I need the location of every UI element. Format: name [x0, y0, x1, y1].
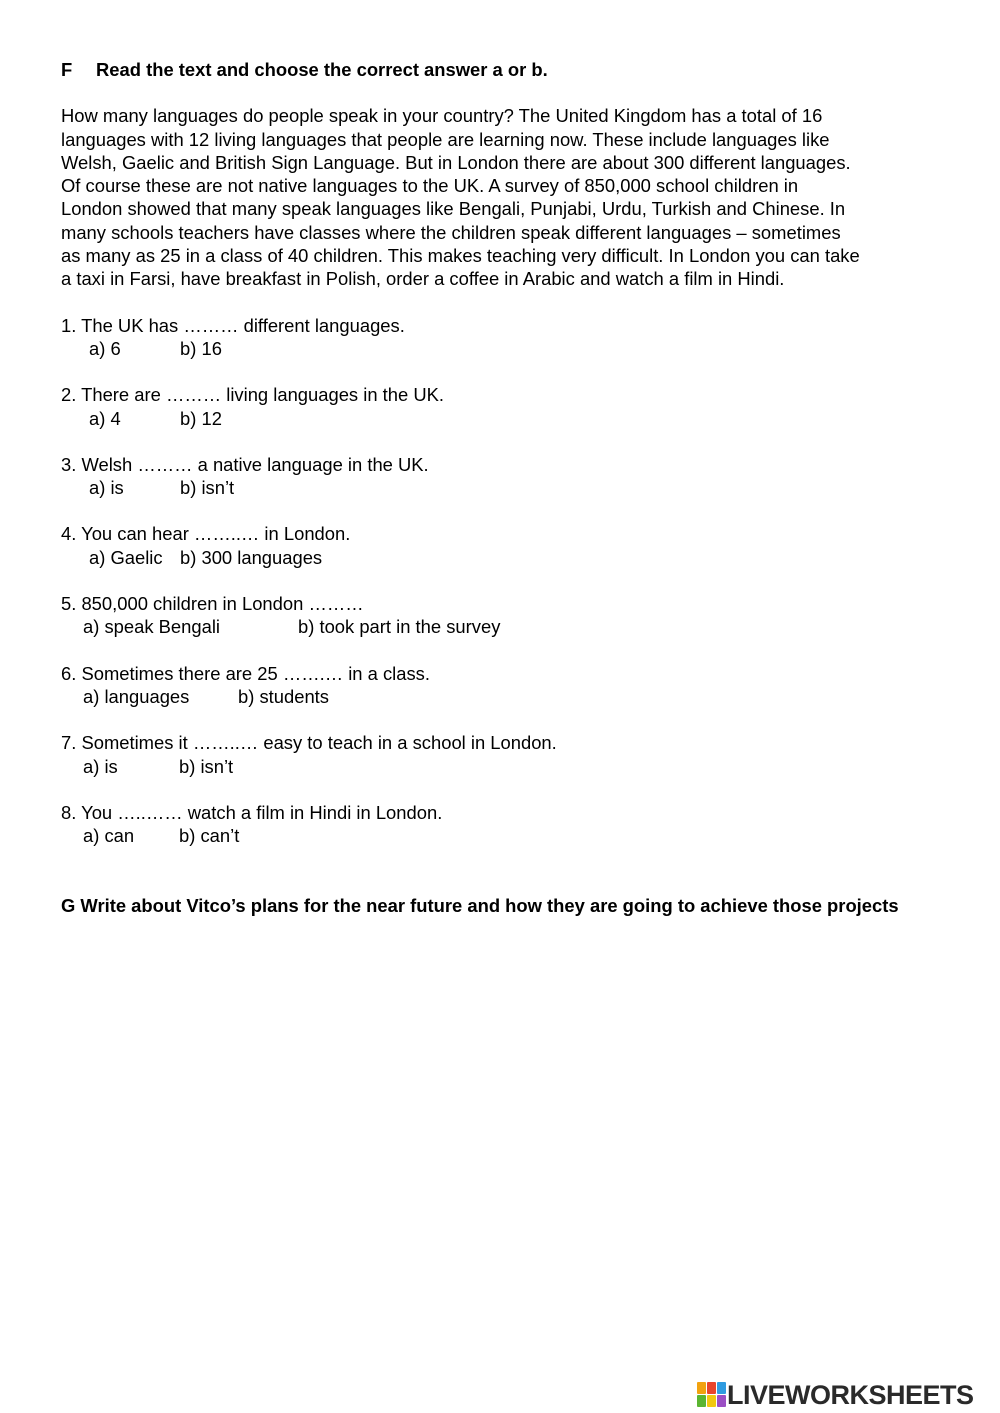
liveworksheets-logo: [697, 1380, 974, 1410]
passage-line: as many as 25 in a class of 40 children. This makes teaching very difficult. In London you can take: [61, 245, 860, 267]
option-a[interactable]: a) Gaelic: [89, 546, 163, 568]
passage-line: How many languages do people speak in your country? The United Kingdom has a total of 16: [61, 105, 823, 127]
option-a[interactable]: a) is: [89, 477, 124, 499]
reading-passage: [61, 104, 941, 290]
question-options: [61, 824, 941, 847]
liveworksheets-logo-icon: [697, 1382, 725, 1408]
logo-block: [697, 1382, 706, 1394]
question-options: [61, 407, 941, 430]
logo-block: [717, 1382, 726, 1394]
option-b[interactable]: b) can’t: [179, 825, 240, 847]
question-stem: 6. Sometimes there are 25 …….… in a class.: [61, 662, 430, 684]
question-2: [61, 383, 941, 430]
question-stem: 5. 850,000 children in London ………: [61, 593, 364, 615]
option-b[interactable]: b) isn’t: [179, 755, 234, 777]
option-b[interactable]: b) took part in the survey: [298, 616, 501, 638]
question-stem: 3. Welsh ……… a native language in the UK.: [61, 453, 429, 475]
option-b[interactable]: b) isn’t: [180, 477, 235, 499]
question-options: [61, 685, 941, 708]
question-options: [61, 755, 941, 778]
option-b[interactable]: b) 16: [180, 337, 222, 359]
question-options: [61, 615, 941, 638]
logo-block: [697, 1395, 706, 1407]
question-stem: 1. The UK has ……… different languages.: [61, 314, 405, 336]
question-stem: 2. There are ……… living languages in the UK.: [61, 384, 444, 406]
question-stem: 4. You can hear ……..… in London.: [61, 523, 351, 545]
passage-line: Welsh, Gaelic and British Sign Language. But in London there are about 300 different languages.: [61, 151, 851, 173]
question-options: [61, 546, 941, 569]
question-options: [61, 476, 941, 499]
option-a[interactable]: a) 4: [89, 407, 121, 429]
passage-line: many schools teachers have classes where the children speak different languages – sometimes: [61, 221, 841, 243]
question-3: [61, 453, 941, 500]
passage-line: Of course these are not native languages to the UK. A survey of 850,000 school children in: [61, 175, 799, 197]
option-a[interactable]: a) is: [83, 755, 118, 777]
section-g-heading: G Write about Vitco’s plans for the near future and how they are going to achieve those projects: [61, 895, 899, 916]
question-8: [61, 801, 941, 848]
option-b[interactable]: b) 300 languages: [180, 546, 323, 568]
section-f-letter: F: [61, 59, 73, 80]
option-a[interactable]: a) speak Bengali: [83, 616, 220, 638]
option-b[interactable]: b) students: [238, 685, 329, 707]
option-a[interactable]: a) can: [83, 825, 135, 847]
question-stem: 7. Sometimes it ……..… easy to teach in a school in London.: [61, 732, 557, 754]
section-f-instruction: Read the text and choose the correct answer a or b.: [96, 59, 548, 80]
logo-block: [707, 1395, 716, 1407]
section-f-heading: [61, 58, 941, 81]
option-a[interactable]: a) 6: [89, 337, 121, 359]
question-1: [61, 314, 941, 361]
option-b[interactable]: b) 12: [180, 407, 222, 429]
logo-text: LIVEWORKSHEETS: [727, 1380, 974, 1410]
question-4: [61, 522, 941, 569]
question-6: [61, 662, 941, 709]
passage-line: London showed that many speak languages like Bengali, Punjabi, Urdu, Turkish and Chinese. In: [61, 198, 846, 220]
passage-line: languages with 12 living languages that people are learning now. These include languages like: [61, 128, 830, 150]
worksheet-page: [61, 58, 941, 916]
question-stem: 8. You …..…… watch a film in Hindi in London.: [61, 801, 443, 823]
option-a[interactable]: a) languages: [83, 685, 190, 707]
logo-block: [707, 1382, 716, 1394]
question-options: [61, 337, 941, 360]
question-7: [61, 731, 941, 778]
question-5: [61, 592, 941, 639]
passage-line: a taxi in Farsi, have breakfast in Polish, order a coffee in Arabic and watch a film in Hindi.: [61, 268, 785, 290]
logo-block: [717, 1395, 726, 1407]
